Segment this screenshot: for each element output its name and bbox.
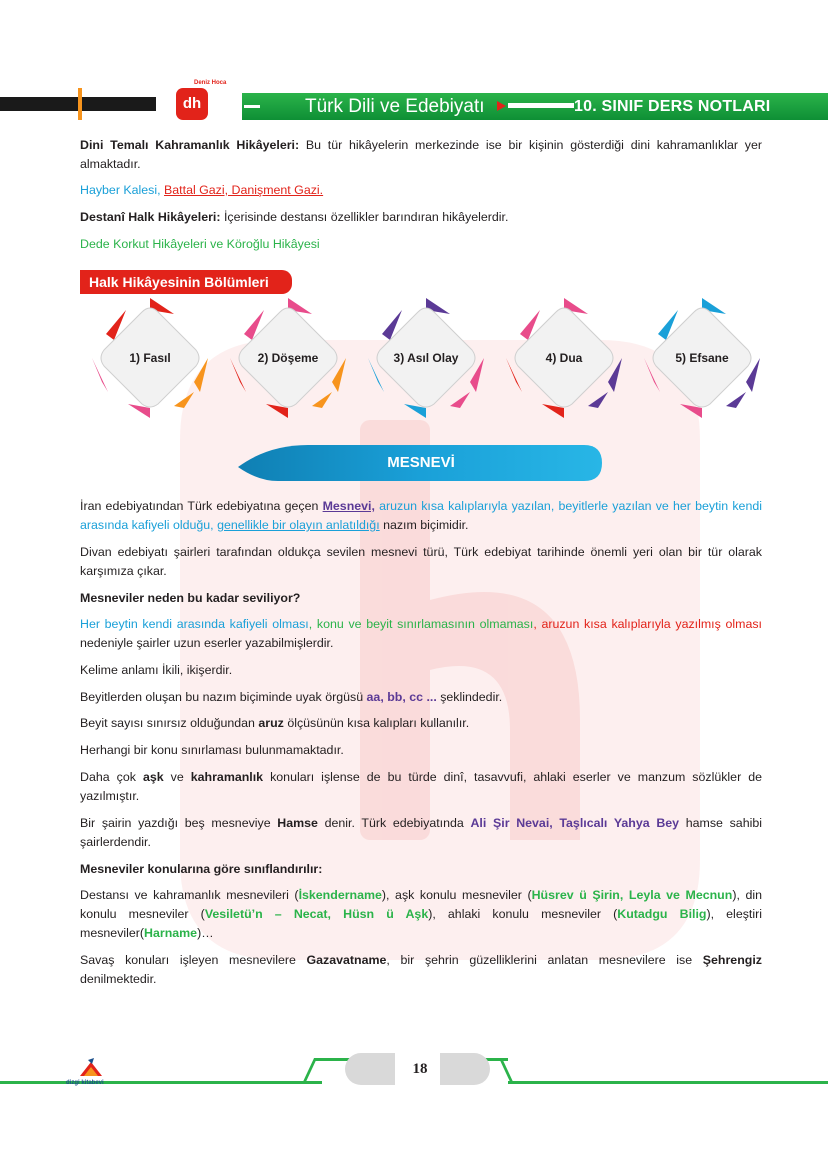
p10-a: Destansı ve kahramanlık mesnevileri ( bbox=[80, 888, 299, 902]
section-item-3 bbox=[364, 296, 488, 420]
footer-pill-left bbox=[345, 1053, 395, 1085]
section-item-label: 5) Efsane bbox=[675, 351, 729, 365]
section-item-label: 3) Asıl Olay bbox=[393, 351, 459, 365]
section-item-2 bbox=[226, 296, 350, 420]
p3-b: , konu ve beyit sınırlamasının olmaması bbox=[308, 617, 534, 631]
dini-examples bbox=[80, 181, 762, 200]
p8-c: ve bbox=[163, 770, 191, 784]
mesnevi-p8 bbox=[80, 768, 762, 806]
header-dash bbox=[244, 105, 260, 108]
p1-b: Mesnevi, bbox=[322, 499, 375, 513]
section-item-1 bbox=[88, 296, 212, 420]
mesnevi-p3 bbox=[80, 615, 762, 653]
footer-slant-right bbox=[499, 1058, 514, 1084]
p6-c: ölçüsünün kısa kalıpları kullanılır. bbox=[283, 716, 470, 730]
p8-a: Daha çok bbox=[80, 770, 143, 784]
p10-i: ), eleştiri mesneviler( bbox=[80, 907, 762, 940]
mesnevi-p2: Divan edebiyatı şairleri tarafından oldukça sevilen mesnevi türü, Türk edebiyat tarihinde önemli yeri olan bir tür olarak karşımıza çıkar. bbox=[80, 545, 762, 578]
header-band-notch bbox=[232, 93, 242, 120]
section-item-4 bbox=[502, 296, 626, 420]
p1-c: aruzun kısa kalıplarıyla yazılan, beyitlerle yazılan ve her beytin kendi arasında kafiyeli olduğu, bbox=[80, 499, 762, 532]
page-number: 18 bbox=[412, 1061, 428, 1077]
p6-b: aruz bbox=[258, 716, 284, 730]
p1-d: genellikle bir olayın anlatıldığı bbox=[217, 518, 380, 532]
p10-g: ), ahlaki konulu mesneviler ( bbox=[428, 907, 618, 921]
p1-e: nazım biçimidir. bbox=[379, 518, 469, 532]
header-white-bar bbox=[508, 103, 574, 108]
p6-a: Beyit sayısı sınırsız olduğundan bbox=[80, 716, 259, 730]
p8-d: kahramanlık bbox=[190, 770, 264, 784]
footer-pill-right bbox=[440, 1053, 490, 1085]
mesnevi-p6 bbox=[80, 714, 762, 733]
section-item-label: 1) Fasıl bbox=[129, 351, 171, 365]
p5-a: Beyitlerden oluşan bu nazım biçiminde uyak örgüsü bbox=[80, 690, 367, 704]
section-item-5 bbox=[640, 296, 764, 420]
dini-example-1: Hayber Kalesi, bbox=[80, 183, 165, 197]
footer-line-left bbox=[0, 1081, 322, 1084]
destani-examples: Dede Korkut Hikâyeleri ve Köroğlu Hikâyesi bbox=[80, 237, 320, 251]
dini-text: Bu tür hikâyelerin merkezinde ise bir kişinin gösterdiği dini kahramanlıklar yer almaktadır. bbox=[80, 138, 762, 171]
mesnevi-definition bbox=[80, 497, 762, 535]
dini-example-2: Battal Gazi, Danişment Gazi. bbox=[164, 183, 324, 197]
dini-title: Dini Temalı Kahramanlık Hikâyeleri: bbox=[80, 138, 300, 152]
p3-a: Her beytin kendi arasında kafiyeli olması bbox=[80, 617, 309, 631]
mesnevi-question-2 bbox=[80, 860, 762, 879]
publisher-logo-icon bbox=[76, 1056, 106, 1078]
brand-logo-icon: dh bbox=[176, 88, 208, 120]
section-title-tag: Halk Hikâyesinin Bölümleri bbox=[80, 270, 292, 294]
q-text: Mesneviler neden bu kadar seviliyor? bbox=[80, 591, 301, 605]
p11-b: Gazavatname bbox=[306, 953, 387, 967]
mesnevi-p11 bbox=[80, 951, 762, 989]
mesnevi-question bbox=[80, 589, 762, 608]
p1-a: İran edebiyatından Türk edebiyatına geçen bbox=[80, 499, 323, 513]
p8-e: konuları işlense de bu türde dinî, tasavvufi, ahlaki eserler ve manzum sözlükler de yazılmıştır. bbox=[80, 770, 762, 803]
footer-line-right bbox=[508, 1081, 828, 1084]
p10-e: ), din konulu mesneviler ( bbox=[80, 888, 763, 921]
p9-e: hamse sahibi şairlerdendir. bbox=[80, 816, 762, 849]
publisher-name: dizgi kitabevi bbox=[66, 1080, 104, 1086]
p10-j: Harname bbox=[144, 926, 198, 940]
destani-title: Destanî Halk Hikâyeleri: bbox=[80, 210, 221, 224]
header-orange-mark bbox=[78, 88, 82, 120]
p8-b: aşk bbox=[142, 770, 164, 784]
p9-c: denir. Türk edebiyatında bbox=[317, 816, 471, 830]
p10-d: Hüsrev ü Şirin, Leyla ve Mecnun bbox=[531, 888, 733, 902]
destani-paragraph bbox=[80, 208, 762, 227]
p11-c: , bir şehrin güzelliklerini anlatan mesnevilere ise bbox=[386, 953, 703, 967]
p10-b: İskendername bbox=[298, 888, 382, 902]
p9-d: Ali Şir Nevai, Taşlıcalı Yahya Bey bbox=[470, 816, 680, 830]
section-item-label: 4) Dua bbox=[545, 351, 583, 365]
mesnevi-p9 bbox=[80, 814, 762, 852]
mesnevi-p10 bbox=[80, 886, 762, 943]
p9-b: Hamse bbox=[277, 816, 318, 830]
brand-logo-subtext: Deniz Hoca bbox=[194, 80, 227, 86]
p9-a: Bir şairin yazdığı beş mesneviye bbox=[80, 816, 278, 830]
p10-c: ), aşk konulu mesneviler ( bbox=[381, 888, 532, 902]
mesnevi-p5 bbox=[80, 688, 762, 707]
header-arrow-icon bbox=[497, 101, 506, 111]
p5-c: şeklindedir. bbox=[436, 690, 503, 704]
dini-paragraph bbox=[80, 136, 762, 174]
p3-d: nedeniyle şairler uzun eserler yazabilmişlerdir. bbox=[80, 636, 334, 650]
p11-a: Savaş konuları işleyen mesnevilere bbox=[80, 953, 307, 967]
header-title: Türk Dili ve Edebiyatı bbox=[305, 96, 485, 117]
p11-e: denilmektedir. bbox=[80, 972, 157, 986]
mesnevi-p4: Kelime anlamı İkili, ikişerdir. bbox=[80, 663, 233, 677]
p10-h: Kutadgu Bilig bbox=[617, 907, 707, 921]
p10-k: )… bbox=[197, 926, 214, 940]
p5-b: aa, bb, cc ... bbox=[366, 690, 437, 704]
destani-text: İçerisinde destansı özellikler barındıran hikâyelerdir. bbox=[220, 210, 509, 224]
mesnevi-p7: Herhangi bir konu sınırlaması bulunmamaktadır. bbox=[80, 743, 344, 757]
header-subtitle: 10. SINIF DERS NOTLARI bbox=[574, 98, 771, 115]
p10-f: Vesiletü’n – Necat, Hüsn ü Aşk bbox=[204, 907, 429, 921]
p3-c: , aruzun kısa kalıplarıyla yazılmış olması bbox=[533, 617, 763, 631]
q2-text: Mesneviler konularına göre sınıflandırılır: bbox=[80, 862, 323, 876]
mesnevi-banner-title: MESNEVİ bbox=[387, 454, 455, 471]
section-item-label: 2) Döşeme bbox=[257, 351, 319, 365]
p11-d: Şehrengiz bbox=[702, 953, 762, 967]
